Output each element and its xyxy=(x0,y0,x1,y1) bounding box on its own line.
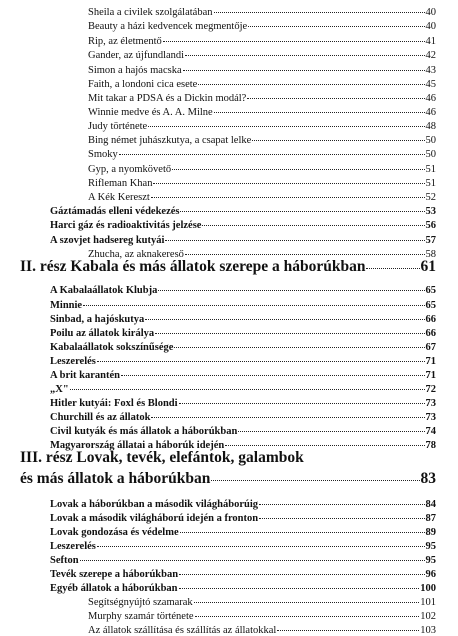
toc-entry[interactable] xyxy=(50,527,436,538)
toc-entry-page-number: 40 xyxy=(425,7,436,18)
toc-entry-title: Magyarország állatai a háborúk idején xyxy=(50,440,225,451)
toc-entry-page-number: 51 xyxy=(425,164,436,175)
toc-entry-title: Minnie xyxy=(50,300,83,311)
dot-leader xyxy=(252,140,424,141)
toc-entry-page-number: 102 xyxy=(420,611,436,622)
toc-entry-title: Civil kutyák és más állatok a háborúkban xyxy=(50,426,238,437)
toc-entry-title: Harci gáz és radioaktivitás jelzése xyxy=(50,220,202,231)
toc-entry[interactable] xyxy=(88,164,436,175)
toc-entry[interactable] xyxy=(50,513,436,524)
toc-entry-title: Leszerelés xyxy=(50,541,96,552)
toc-entry-page-number: 67 xyxy=(425,342,436,353)
toc-entry-title: Sefton xyxy=(50,555,79,566)
dot-leader xyxy=(259,518,424,519)
dot-leader xyxy=(70,389,425,390)
toc-entry-title: és más állatok a háborúkban xyxy=(20,470,211,487)
dot-leader xyxy=(238,431,424,432)
toc-entry[interactable] xyxy=(88,149,436,160)
toc-entry-title: II. rész Kabala és más állatok szerepe a háborúkban xyxy=(20,258,366,275)
toc-entry-page-number: 56 xyxy=(425,220,436,231)
toc-entry-title: Murphy szamár története xyxy=(88,611,194,622)
toc-part-entry[interactable] xyxy=(20,258,436,276)
toc-entry[interactable] xyxy=(50,384,436,395)
dot-leader xyxy=(174,347,424,348)
toc-entry-title: Sheila a civilek szolgálatában xyxy=(88,7,213,18)
dot-leader xyxy=(180,211,424,212)
dot-leader xyxy=(153,183,424,184)
dot-leader xyxy=(145,319,424,320)
toc-entry[interactable] xyxy=(88,192,436,203)
toc-entry[interactable] xyxy=(50,314,436,325)
dot-leader xyxy=(214,12,425,13)
toc-entry[interactable] xyxy=(88,65,436,76)
toc-entry-page-number: 43 xyxy=(425,65,436,76)
dot-leader xyxy=(163,41,425,42)
toc-entry-title: Segítségnyújtó szamarak xyxy=(88,597,193,608)
toc-entry-page-number: 73 xyxy=(425,412,436,423)
toc-entry-title: Gáztámadás elleni védekezés xyxy=(50,206,180,217)
dot-leader xyxy=(248,26,424,27)
dot-leader xyxy=(179,574,424,575)
toc-entry[interactable] xyxy=(88,36,436,47)
dot-leader xyxy=(158,290,424,291)
toc-entry-page-number: 66 xyxy=(425,328,436,339)
toc-entry-title: Winnie medve és A. A. Milne xyxy=(88,107,213,118)
toc-entry[interactable] xyxy=(88,611,436,622)
toc-entry-page-number: 50 xyxy=(425,149,436,160)
toc-entry-title: Egyéb állatok a háborúkban xyxy=(50,583,178,594)
toc-entry-title: Lovak a háborúkban a második világháborúig xyxy=(50,499,259,510)
toc-entry[interactable] xyxy=(88,93,436,104)
toc-entry[interactable] xyxy=(50,220,436,231)
toc-entry[interactable] xyxy=(50,356,436,367)
dot-leader xyxy=(211,480,419,481)
toc-entry-page-number: 48 xyxy=(425,121,436,132)
toc-entry[interactable] xyxy=(50,285,436,296)
toc-entry[interactable] xyxy=(50,398,436,409)
dot-leader xyxy=(172,169,424,170)
toc-entry-page-number: 66 xyxy=(425,314,436,325)
toc-entry-page-number: 52 xyxy=(425,192,436,203)
toc-entry-title: Poilu az állatok királya xyxy=(50,328,155,339)
toc-entry-page-number: 46 xyxy=(425,107,436,118)
dot-leader xyxy=(83,305,424,306)
dot-leader xyxy=(179,403,425,404)
toc-entry[interactable] xyxy=(50,235,436,246)
toc-entry[interactable] xyxy=(50,300,436,311)
toc-entry-title: Lovak a második világháború idején a fronton xyxy=(50,513,259,524)
dot-leader xyxy=(277,630,419,631)
toc-entry-page-number: 58 xyxy=(425,249,436,260)
toc-entry-page-number: 95 xyxy=(425,555,436,566)
dot-leader xyxy=(119,154,425,155)
toc-entry-title: Az állatok szállítása és szállítás az állatokkal xyxy=(88,625,277,636)
toc-entry-title: Lovak gondozása és védelme xyxy=(50,527,179,538)
toc-entry-page-number: 100 xyxy=(420,583,436,594)
toc-entry[interactable] xyxy=(50,206,436,217)
toc-entry[interactable] xyxy=(50,541,436,552)
dot-leader xyxy=(80,560,425,561)
toc-entry[interactable] xyxy=(50,342,436,353)
toc-entry-page-number: 83 xyxy=(420,470,436,487)
toc-entry-title: Hitler kutyái: Foxl és Blondi xyxy=(50,398,178,409)
dot-leader xyxy=(151,197,425,198)
toc-entry[interactable] xyxy=(50,555,436,566)
dot-leader xyxy=(155,333,424,334)
toc-entry-page-number: 72 xyxy=(425,384,436,395)
toc-entry-title: Sinbad, a hajóskutya xyxy=(50,314,145,325)
toc-entry[interactable] xyxy=(50,426,436,437)
toc-entry-title: A szovjet hadsereg kutyái xyxy=(50,235,165,246)
toc-entry-page-number: 53 xyxy=(425,206,436,217)
toc-entry-title: A Kék Kereszt xyxy=(88,192,150,203)
toc-entry-page-number: 103 xyxy=(420,625,436,636)
toc-entry-title: Tevék szerepe a háborúkban xyxy=(50,569,179,580)
dot-leader xyxy=(225,445,424,446)
toc-entry-page-number: 89 xyxy=(425,527,436,538)
dot-leader xyxy=(183,70,425,71)
dot-leader xyxy=(194,602,420,603)
toc-entry-title: Zhucha, az aknakereső xyxy=(88,249,184,260)
dot-leader xyxy=(185,55,424,56)
toc-entry[interactable] xyxy=(88,50,436,61)
toc-entry[interactable] xyxy=(88,597,436,608)
toc-entry-title: Simon a hajós macska xyxy=(88,65,182,76)
toc-entry-page-number: 51 xyxy=(425,178,436,189)
toc-entry-title: Faith, a londoni cica esete xyxy=(88,79,198,90)
toc-entry-page-number: 50 xyxy=(425,135,436,146)
dot-leader xyxy=(214,112,425,113)
toc-part-heading: III. rész Lovak, tevék, elefántok, galambok xyxy=(20,449,304,466)
toc-entry-title: Bing német juhászkutya, a csapat lelke xyxy=(88,135,252,146)
toc-entry-page-number: 40 xyxy=(425,21,436,32)
toc-entry-title: Gander, az újfundlandi xyxy=(88,50,185,61)
toc-entry-title: „X" xyxy=(50,384,69,395)
toc-entry-page-number: 96 xyxy=(425,569,436,580)
toc-entry-page-number: 61 xyxy=(420,258,436,275)
toc-entry-page-number: 65 xyxy=(425,285,436,296)
toc-entry-page-number: 41 xyxy=(425,36,436,47)
toc-entry-title: Mit takar a PDSA és a Dickin modál? xyxy=(88,93,247,104)
dot-leader xyxy=(198,84,424,85)
toc-entry[interactable] xyxy=(88,178,436,189)
toc-entry-title: Leszerelés xyxy=(50,356,96,367)
toc-entry-page-number: 45 xyxy=(425,79,436,90)
toc-entry-title: A brit karantén xyxy=(50,370,121,381)
toc-entry-title: Churchill és az állatok xyxy=(50,412,151,423)
toc-entry[interactable] xyxy=(50,583,436,594)
dot-leader xyxy=(97,546,425,547)
toc-entry[interactable] xyxy=(88,21,436,32)
dot-leader xyxy=(202,225,424,226)
toc-entry-page-number: 87 xyxy=(425,513,436,524)
toc-entry-page-number: 71 xyxy=(425,356,436,367)
toc-entry[interactable] xyxy=(50,328,436,339)
toc-entry[interactable] xyxy=(50,412,436,423)
toc-entry-page-number: 71 xyxy=(425,370,436,381)
toc-entry-page-number: 74 xyxy=(425,426,436,437)
toc-entry[interactable] xyxy=(50,370,436,381)
dot-leader xyxy=(366,268,419,269)
toc-entry-title: Smoky xyxy=(88,149,118,160)
toc-entry[interactable] xyxy=(50,569,436,580)
toc-entry-page-number: 101 xyxy=(420,597,436,608)
dot-leader xyxy=(180,532,425,533)
toc-entry-page-number: 42 xyxy=(425,50,436,61)
toc-entry[interactable] xyxy=(88,107,436,118)
toc-entry[interactable] xyxy=(88,135,436,146)
toc-entry-page-number: 65 xyxy=(425,300,436,311)
toc-entry[interactable] xyxy=(88,625,436,636)
dot-leader xyxy=(185,254,425,255)
toc-entry-page-number: 78 xyxy=(425,440,436,451)
toc-entry-title: Beauty a házi kedvencek megmentője xyxy=(88,21,248,32)
toc-entry-page-number: 84 xyxy=(425,499,436,510)
dot-leader xyxy=(97,361,425,362)
toc-entry-title: Kabalaállatok sokszínűsége xyxy=(50,342,174,353)
toc-part-entry[interactable] xyxy=(20,470,436,488)
dot-leader xyxy=(179,588,420,589)
dot-leader xyxy=(121,375,424,376)
toc-entry[interactable] xyxy=(88,7,436,18)
toc-entry[interactable] xyxy=(88,79,436,90)
dot-leader xyxy=(259,504,424,505)
dot-leader xyxy=(148,126,424,127)
toc-entry-title: A Kabalaállatok Klubja xyxy=(50,285,158,296)
dot-leader xyxy=(165,240,424,241)
toc-entry-page-number: 46 xyxy=(425,93,436,104)
toc-entry-title: Gyp, a nyomkövető xyxy=(88,164,172,175)
dot-leader xyxy=(247,98,424,99)
toc-entry[interactable] xyxy=(50,499,436,510)
toc-entry-title: Rifleman Khan xyxy=(88,178,153,189)
toc-entry-title: Judy története xyxy=(88,121,148,132)
toc-entry-page-number: 57 xyxy=(425,235,436,246)
toc-entry[interactable] xyxy=(88,121,436,132)
toc-entry-page-number: 95 xyxy=(425,541,436,552)
toc-entry-title: Rip, az életmentő xyxy=(88,36,162,47)
dot-leader xyxy=(195,616,420,617)
toc-entry-page-number: 73 xyxy=(425,398,436,409)
dot-leader xyxy=(151,417,424,418)
